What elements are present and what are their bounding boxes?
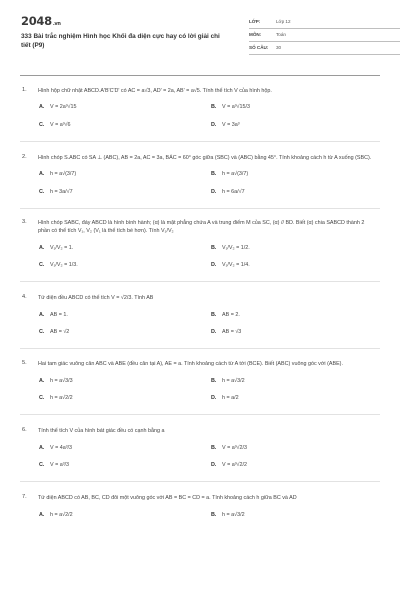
question-item: [20, 294, 380, 349]
question-text: Tứ diện ABCD có AB, BC, CD đôi một vuông góc với AB = BC = CD = a. Tính khoảng cách h giữa BC và AD: [38, 495, 297, 502]
option-text: h = a√3/2: [222, 377, 245, 384]
meta-key: SỐ CÂU:: [249, 45, 269, 51]
option-letter: B.: [211, 104, 217, 111]
answer-option[interactable]: [211, 395, 374, 402]
question-number: 6.: [22, 427, 27, 434]
meta-row-subject: [249, 30, 400, 42]
answer-option[interactable]: [211, 262, 374, 269]
answer-option[interactable]: [39, 189, 211, 196]
option-letter: A.: [39, 444, 45, 451]
answer-option[interactable]: [211, 245, 374, 252]
option-letter: A.: [39, 511, 45, 518]
question-text: Tính thể tích V của hình bát giác đều có cạnh bằng a: [38, 428, 165, 435]
question-item: [20, 154, 380, 209]
option-text: V = 4a³/3: [50, 444, 73, 451]
option-letter: A.: [39, 244, 45, 251]
option-text: V₁/V₂ = 1.: [50, 244, 74, 251]
answer-options: [38, 445, 374, 470]
question-text: Hình chóp SABC, đáy ABCD là hình bình hành; (α) là mặt phẳng chứa A và trung điểm M của SC, (α) // BD. Biết (α) chia SABCD thành 2 phần có thể tích V₁, V₂ (V₁ là thể tích bé hơn). Tính V₁/V₂: [38, 219, 365, 235]
logo-suffix: .vn: [52, 21, 61, 27]
option-text: h = a√(3/7): [222, 171, 249, 178]
question-item: [20, 427, 380, 482]
meta-key: MÔN:: [249, 32, 262, 38]
question-item: [20, 219, 380, 282]
option-text: h = 6a/√7: [222, 188, 245, 195]
option-text: V = a³√2/3: [222, 444, 247, 451]
meta-info-box: [249, 17, 400, 56]
answer-option[interactable]: [211, 171, 374, 178]
option-text: h = a√2/2: [50, 511, 73, 518]
meta-value: Toán: [276, 32, 286, 38]
option-text: V = a³√6: [50, 121, 71, 128]
option-letter: A.: [39, 104, 45, 111]
answer-option[interactable]: [211, 329, 374, 336]
question-number: 1.: [22, 87, 27, 93]
option-text: h = a√2/2: [50, 394, 73, 401]
option-letter: C.: [39, 461, 45, 468]
option-letter: D.: [211, 188, 217, 195]
logo-text: 2048: [21, 14, 52, 28]
question-item: [20, 87, 380, 142]
answer-options: [38, 378, 374, 403]
option-text: V = a³√15/3: [222, 104, 250, 111]
question-number: 2.: [22, 153, 27, 160]
option-letter: D.: [211, 121, 217, 128]
meta-value: 30: [276, 45, 282, 51]
answer-options: [38, 104, 374, 129]
answer-option[interactable]: [39, 262, 211, 269]
option-letter: C.: [39, 394, 45, 401]
option-letter: D.: [211, 328, 217, 335]
document-title: 333 Bài trắc nghiệm Hình học Khối đa diện cực hay có lời giải chi tiết (P9): [21, 33, 220, 49]
option-letter: D.: [211, 261, 217, 268]
answer-option[interactable]: [39, 445, 211, 452]
answer-option[interactable]: [211, 312, 374, 319]
answer-option[interactable]: [39, 512, 211, 519]
meta-row-class: [249, 17, 400, 29]
header-divider: [20, 75, 380, 76]
option-text: AB = √2: [50, 328, 70, 335]
option-letter: D.: [211, 394, 217, 401]
question-text: Hình hộp chữ nhật ABCD.A'B'C'D' có AC = a√3, AD' = 2a, AB' = a√5. Tính thể tích V của hình hộp.: [38, 88, 272, 94]
answer-option[interactable]: [39, 122, 211, 129]
question-list: [20, 87, 380, 525]
option-text: V = a³√2/2: [222, 461, 247, 468]
answer-option[interactable]: [211, 189, 374, 196]
option-letter: C.: [39, 261, 45, 268]
answer-options: [38, 512, 374, 519]
option-text: V = a³/3: [50, 461, 70, 468]
option-letter: B.: [211, 511, 217, 518]
option-letter: A.: [39, 311, 45, 318]
option-letter: C.: [39, 328, 45, 335]
question-text: Hình chóp S.ABC có SA ⊥ (ABC), AB = 2a, AC = 3a, BÁC = 60° góc giữa (SBC) và (ABC) bằng 45°. Tính khoảng cách h từ A xuống (SBC).: [38, 154, 372, 161]
option-letter: C.: [39, 121, 45, 128]
answer-option[interactable]: [39, 395, 211, 402]
meta-value: Lớp 12: [276, 19, 291, 25]
question-item: [20, 360, 380, 415]
answer-option[interactable]: [211, 378, 374, 385]
answer-option[interactable]: [39, 245, 211, 252]
answer-options: [38, 171, 374, 196]
question-number: 4.: [22, 294, 27, 301]
option-text: h = a√3/3: [50, 377, 73, 384]
answer-option[interactable]: [211, 104, 374, 111]
question-number: 3.: [22, 218, 27, 225]
option-letter: B.: [211, 377, 217, 384]
question-number: 5.: [22, 360, 27, 367]
option-text: h = 3a/√7: [50, 188, 73, 195]
option-letter: B.: [211, 244, 217, 251]
answer-option[interactable]: [39, 171, 211, 178]
option-text: V = 2a³√15: [50, 104, 77, 111]
header: [20, 13, 380, 65]
answer-options: [38, 312, 374, 337]
option-letter: C.: [39, 188, 45, 195]
answer-option[interactable]: [39, 329, 211, 336]
meta-row-count: [249, 43, 400, 55]
option-letter: B.: [211, 311, 217, 318]
option-letter: B.: [211, 171, 217, 178]
question-number: 7.: [22, 494, 27, 501]
option-letter: B.: [211, 444, 217, 451]
meta-key: LỚP:: [249, 19, 261, 25]
answer-option[interactable]: [211, 122, 374, 129]
option-text: h = a√3/2: [222, 511, 245, 518]
answer-option[interactable]: [39, 104, 211, 111]
question-item: [20, 494, 380, 525]
option-text: h = a/2: [222, 394, 239, 401]
option-letter: D.: [211, 461, 217, 468]
question-text: Tứ diện đều ABCD có thể tích V = √2/3. Tính AB: [38, 295, 154, 302]
question-text: Hai tam giác vuông cân ABC và ABE (đều cân tại A), AE = a. Tính khoảng cách từ A tới (BCE). Biết (ABC) vuông góc với (ABE).: [38, 361, 343, 368]
option-text: AB = 1.: [50, 311, 68, 318]
option-text: V = 3a³: [222, 121, 240, 128]
answer-option[interactable]: [211, 512, 374, 519]
answer-option[interactable]: [39, 312, 211, 319]
option-text: AB = √3: [222, 328, 242, 335]
answer-option[interactable]: [211, 462, 374, 469]
answer-options: [38, 245, 374, 270]
option-text: V₁/V₂ = 1/2.: [222, 244, 250, 251]
answer-option[interactable]: [39, 378, 211, 385]
option-text: V₁/V₂ = 1/4.: [222, 261, 250, 268]
option-text: V₁/V₂ = 1/3.: [50, 261, 78, 268]
option-letter: A.: [39, 171, 45, 178]
answer-option[interactable]: [39, 462, 211, 469]
option-text: AB = 2.: [222, 311, 240, 318]
option-letter: A.: [39, 377, 45, 384]
option-text: h = a√(3/7): [50, 171, 77, 178]
site-logo[interactable]: [21, 14, 61, 30]
answer-option[interactable]: [211, 445, 374, 452]
